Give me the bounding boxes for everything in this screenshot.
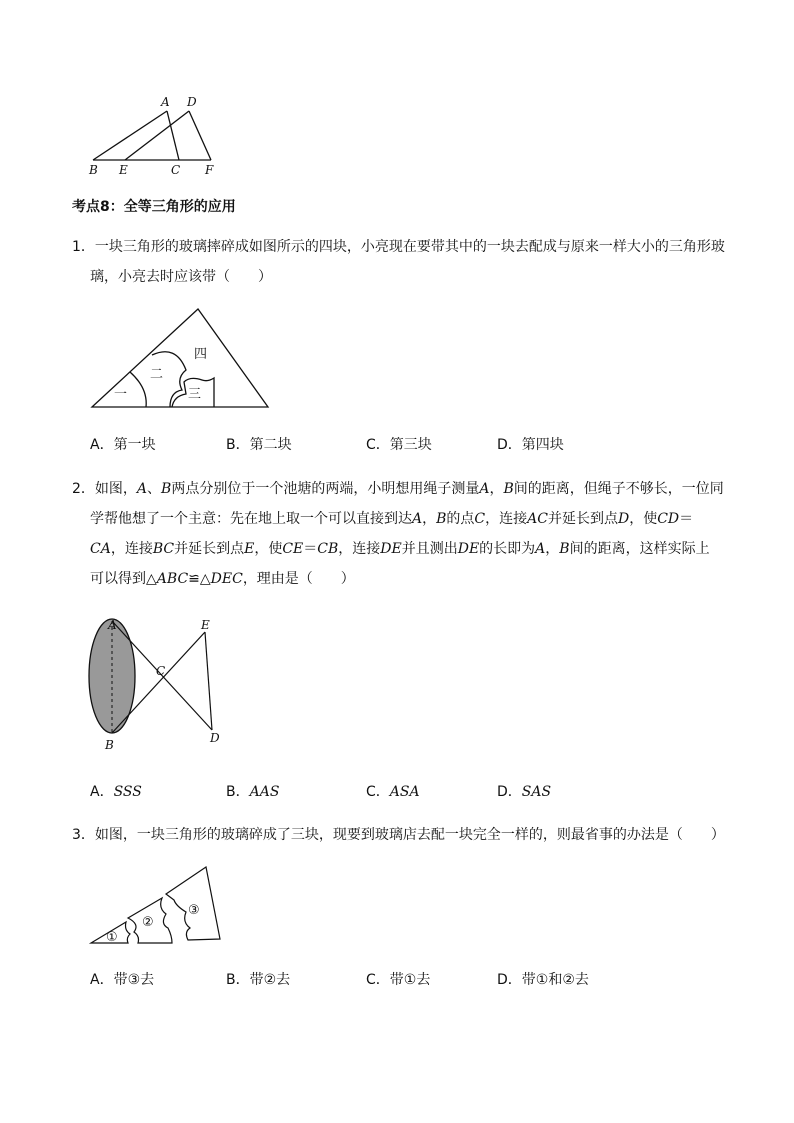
q1-option-c[interactable] [366,434,432,454]
var: B [559,541,570,557]
q3-option-a[interactable] [90,969,154,989]
option-key: B． [226,784,250,800]
label-b: B [105,738,114,752]
var: DE [457,541,480,557]
option-text: 第二块 [249,437,292,453]
var: CA [90,541,111,557]
option-text: 第三块 [389,437,432,453]
q3-option-c[interactable] [366,969,430,989]
question-number: 2． [72,481,95,497]
question-1-line2: 璃，小亮去时应该带（ ） [90,269,272,285]
question-3 [72,820,732,850]
question-text: 如图，一块三角形的玻璃碎成了三块，现要到玻璃店去配一块完全一样的，则最省事的办法是（ ） [94,827,725,843]
piece-3-label: 三 [188,387,202,402]
text: 可以得到△ [90,571,157,587]
text: ， [422,511,437,527]
q2-option-c[interactable] [366,781,420,801]
text: ＝ [679,511,694,527]
text: ， [489,481,504,497]
figure-triangles-abc-def [85,92,225,182]
piece-1-label: ① [106,930,118,945]
question-number: 3． [72,827,95,843]
text: 并延长到点 [547,511,618,527]
option-text: ASA [389,784,420,800]
text: ，理由是（ ） [242,571,355,587]
text: 并且测出 [401,541,458,557]
var: DE [380,541,402,557]
option-key: B． [226,437,250,453]
option-key: D． [497,784,522,800]
text: ，连接 [110,541,153,557]
question-2-line3 [72,534,732,564]
var: ABC [156,571,189,587]
piece-3-label: ③ [188,903,200,918]
var: C [474,511,486,527]
var: A [535,541,546,557]
option-text: 第四块 [521,437,564,453]
question-2-line2 [72,504,732,534]
label-d: D [187,95,197,109]
option-key: D． [497,972,522,988]
option-text: SSS [113,784,142,800]
question-2-line4 [72,564,732,594]
question-2-line1 [72,474,732,504]
text: ，使 [629,511,658,527]
label-e: E [201,618,210,632]
option-key: C． [366,437,390,453]
piece-2-label: 二 [150,367,164,382]
text: ，连接 [338,541,381,557]
label-a: A [108,618,117,632]
text: 并延长到点 [174,541,245,557]
q2-option-d[interactable] [497,781,551,801]
piece-2-label: ② [142,915,154,930]
option-text: AAS [249,784,280,800]
q2-option-b[interactable] [226,781,279,801]
label-d: D [210,731,220,745]
q3-option-b[interactable] [226,969,290,989]
var: AC [527,511,548,527]
text: 间的距离，这样实际上 [569,541,710,557]
option-key: D． [497,437,522,453]
var: B [161,481,172,497]
q2-option-a[interactable] [90,781,142,801]
piece-4-label: 四 [194,347,208,362]
label-b: B [89,163,98,177]
option-key: C． [366,972,390,988]
var: D [617,511,630,527]
text: ， [545,541,560,557]
option-key: C． [366,784,390,800]
text: 的长即为 [479,541,536,557]
question-text: 一块三角形的玻璃摔碎成如图所示的四块，小亮现在要带其中的一块去配成与原来一样大小的三角形玻 [94,239,725,255]
label-c: C [156,664,166,678]
text: 、 [147,481,162,497]
q1-option-a[interactable] [90,434,156,454]
q1-option-b[interactable] [226,434,292,454]
text: ，连接 [485,511,528,527]
text: 两点分别位于一个池塘的两端，小明想用绳子测量 [171,481,480,497]
option-text: SAS [521,784,552,800]
q3-option-d[interactable] [497,969,589,989]
label-c: C [171,163,181,177]
text: 的点 [446,511,475,527]
text: ，使 [254,541,283,557]
var: CD [657,511,680,527]
q1-option-d[interactable] [497,434,564,454]
option-text: 带①和②去 [521,972,589,988]
var: DEC [210,571,243,587]
question-1 [72,232,732,292]
var: A [136,481,148,497]
text: 学帮他想了一个主意：先在地上取一个可以直接到达 [90,511,412,527]
var: E [244,541,255,557]
option-key: A． [90,784,114,800]
question-number: 1． [72,239,95,255]
option-key: B． [226,972,250,988]
option-key: A． [90,972,114,988]
label-f: F [205,163,214,177]
question-2 [72,474,732,594]
var: B [503,481,514,497]
label-e: E [119,163,128,177]
section-title: 考点8：全等三角形的应用 [72,199,236,215]
piece-1-label: 一 [114,387,128,402]
option-text: 带②去 [249,972,291,988]
question-3-line1 [72,820,732,850]
var: BC [152,541,175,557]
text: ＝ [303,541,318,557]
text: 间的距离，但绳子不够长，一位同 [513,481,724,497]
option-text: 带③去 [113,972,155,988]
option-text: 第一块 [113,437,156,453]
figure-broken-triangle-three-pieces [88,864,223,946]
figure-pond-congruent-triangles [88,615,228,755]
figure-broken-triangle-four-pieces [90,308,270,410]
option-text: 带①去 [389,972,431,988]
var: CB [317,541,339,557]
var: CE [282,541,304,557]
var: A [479,481,490,497]
text: ≌△ [188,571,211,587]
var: A [412,511,423,527]
text: 如图， [94,481,137,497]
option-key: A． [90,437,114,453]
var: B [436,511,447,527]
question-1-line1 [72,232,732,262]
label-a: A [161,95,170,109]
